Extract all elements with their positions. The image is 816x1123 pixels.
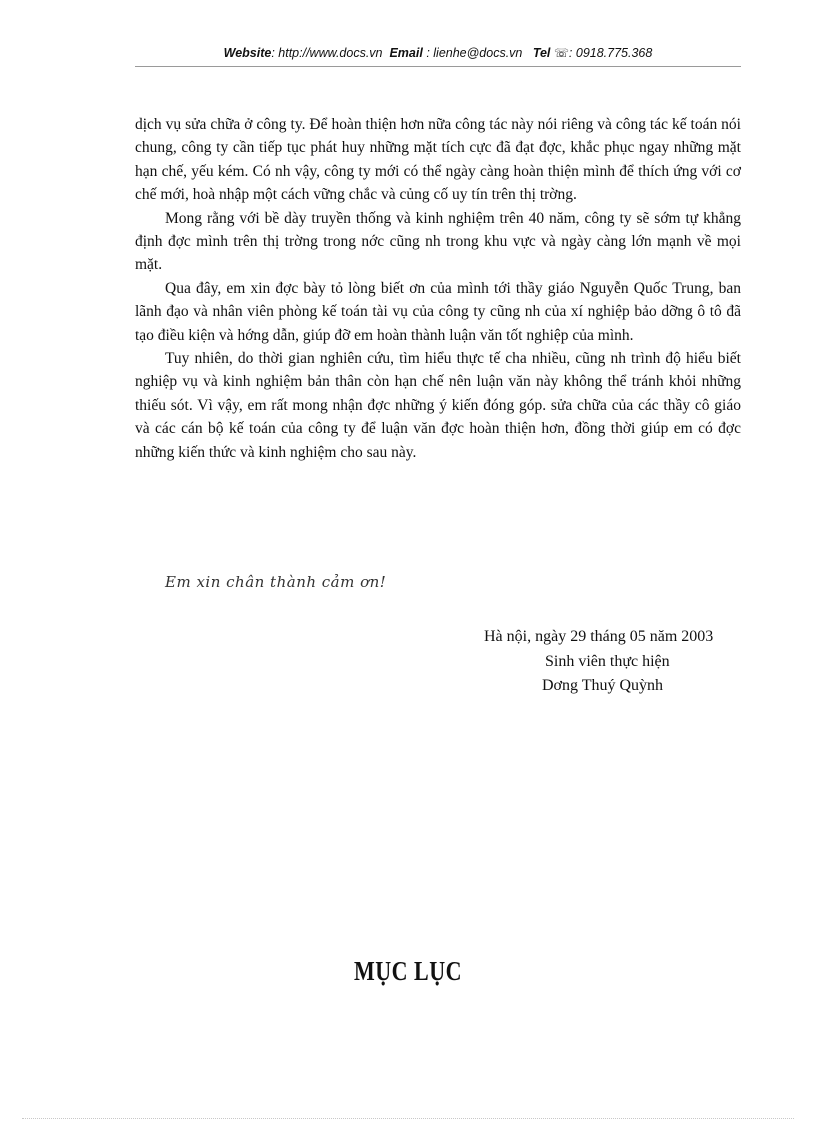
body-text bbox=[135, 113, 741, 464]
phone-icon: ☏ bbox=[553, 46, 569, 60]
tel-value: : 0918.775.368 bbox=[568, 46, 653, 60]
signature-date: Hà nội, ngày 29 tháng 05 năm 2003 bbox=[484, 628, 714, 645]
email-value: : lienhe@docs.vn bbox=[426, 46, 523, 60]
paragraph-acknowledgement: Qua đây, em xin đợc bày tỏ lòng biết ơn của mình tới thầy giáo Nguyễn Quốc Trung, ban lãnh đạo và nhân viên phòng kế toán tài vụ của công ty cũng nh của xí nghiệp bảo dỡng ô tô đã tạo điều kiện và hớng dẫn, giúp đỡ em hoàn thành luận văn tốt nghiệp của mình. bbox=[135, 279, 741, 344]
paragraph-outlook: Mong rằng với bề dày truyền thống và kinh nghiệm trên 40 năm, công ty sẽ sớm tự khẳng định đợc mình trên thị trờng trong nớc cũng nh trong khu vực và ngày càng lớn mạnh về mọi mặt. bbox=[135, 209, 741, 274]
closing-thanks: Em xin chân thành cảm ơn! bbox=[165, 573, 387, 591]
paragraph-limitations: Tuy nhiên, do thời gian nghiên cứu, tìm hiểu thực tế cha nhiều, cũng nh trình độ hiểu biết nghiệp vụ và kinh nghiệm bản thân còn hạn chế nên luận văn này không thể tránh khỏi những thiếu sót. Vì vậy, em rất mong nhận đợc những ý kiến đóng góp. sửa chữa của các thầy cô giáo và các cán bộ kế toán của công ty để luận văn đợc hoàn thiện hơn, đồng thời giúp em có đợc những kiến thức và kinh nghiệm cho sau này. bbox=[135, 350, 741, 461]
paragraph-continuation: dịch vụ sửa chữa ở công ty. Để hoàn thiện hơn nữa công tác này nói riêng và công tác kế toán nói chung, công ty cần tiếp tục phát huy những mặt tích cực đã đạt đợc, khắc phục ngay những mặt hạn chế, yếu kém. Có nh vậy, công ty mới có thể ngày càng hoàn thiện mình để thích ứng với cơ chế mới, hoà nhập một cách vững chắc và củng cố uy tín trên thị trờng. bbox=[135, 116, 741, 204]
page-bottom-border bbox=[22, 1118, 794, 1119]
toc-title: MỤC LỤC bbox=[354, 954, 462, 986]
page-header bbox=[135, 46, 741, 60]
signature-role: Sinh viên thực hiện bbox=[545, 653, 670, 670]
header-divider bbox=[135, 66, 741, 67]
signature-name: Dơng Thuý Quỳnh bbox=[542, 677, 664, 694]
website-value: : http://www.docs.vn bbox=[271, 46, 383, 60]
email-label: Email bbox=[389, 46, 423, 60]
tel-label: Tel bbox=[532, 46, 551, 60]
website-label: Website bbox=[223, 46, 272, 60]
